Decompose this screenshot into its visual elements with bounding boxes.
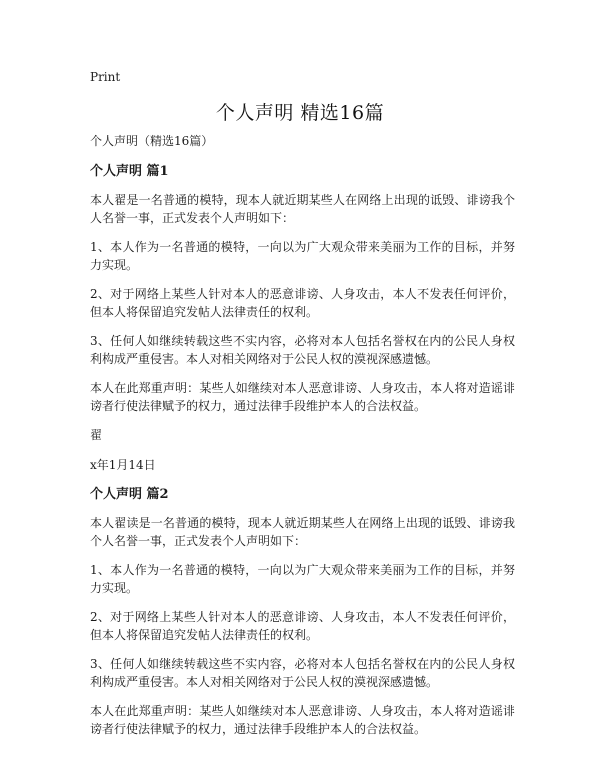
paragraph: 本人在此郑重声明：某些人如继续对本人恶意诽谤、人身攻击，本人将对造谣诽谤者行使法律赋予的权力，通过法律手段维护本人的合法权益。 xyxy=(90,381,515,413)
document-subtitle: 个人声明（精选16篇） xyxy=(90,134,214,148)
section-heading: 个人声明 篇1 xyxy=(90,164,169,179)
print-label: Print xyxy=(90,70,121,84)
paragraph: 1、本人作为一名普通的模特，一向以为广大观众带来美丽为工作的目标，并努力实现。 xyxy=(90,563,515,595)
paragraph: 本人在此郑重声明：某些人如继续对本人恶意诽谤、人身攻击，本人将对造谣诽谤者行使法律赋予的权力，通过法律手段维护本人的合法权益。 xyxy=(90,704,515,736)
section-heading: 个人声明 篇2 xyxy=(90,487,169,502)
signature-name: 翟 xyxy=(90,428,103,442)
paragraph: 2、对于网络上某些人针对本人的恶意诽谤、人身攻击，本人不发表任何评价，但本人将保留追究发帖人法律责任的权利。 xyxy=(90,610,515,642)
signature-date: x年1月14日 xyxy=(90,458,156,472)
section-1 xyxy=(90,163,515,474)
paragraph: 3、任何人如继续转载这些不实内容，必将对本人包括名誉权在内的公民人身权利构成严重侵害。本人对相关网络对于公民人权的漠视深感遗憾。 xyxy=(90,657,515,689)
paragraph: 本人翟读是一名普通的模特，现本人就近期某些人在网络上出现的诋毁、诽谤我个人名誉一事，正式发表个人声明如下： xyxy=(90,516,515,548)
section-2 xyxy=(90,486,515,738)
document-title: 个人声明 精选16篇 xyxy=(215,102,385,124)
paragraph: 本人翟是一名普通的模特，现本人就近期某些人在网络上出现的诋毁、诽谤我个人名誉一事，正式发表个人声明如下： xyxy=(90,193,515,225)
paragraph: 1、本人作为一名普通的模特，一向以为广大观众带来美丽为工作的目标，并努力实现。 xyxy=(90,240,515,272)
document-body xyxy=(90,132,515,749)
paragraph: 3、任何人如继续转载这些不实内容，必将对本人包括名誉权在内的公民人身权利构成严重侵害。本人对相关网络对于公民人权的漠视深感遗憾。 xyxy=(90,334,515,366)
paragraph: 2、对于网络上某些人针对本人的恶意诽谤、人身攻击，本人不发表任何评价，但本人将保留追究发帖人法律责任的权利。 xyxy=(90,287,515,319)
